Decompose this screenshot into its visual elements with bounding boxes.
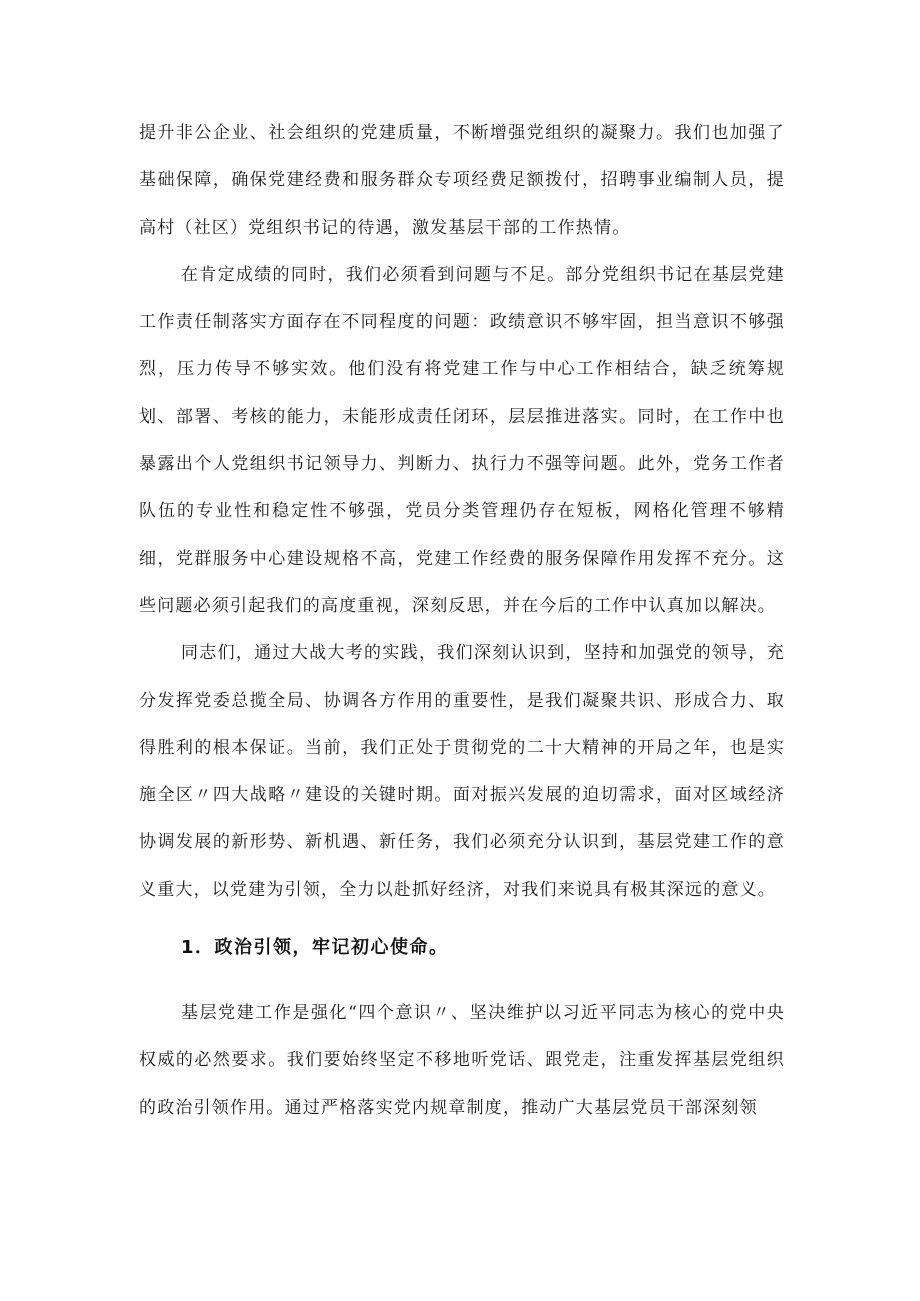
paragraph-political-leadership: 基层党建工作是强化“四个意识〃、坚决维护以习近平同志为核心的党中央权威的必然要求。我们要始终坚定不移地听党话、跟党走，注重发挥基层党组织的政治引领作用。通过严格落实党内规章制度，推动广大基层党员干部深刻领: [139, 1003, 785, 1118]
section-heading: 1．政治引领，牢记初心使命。: [181, 937, 449, 959]
paragraph-problems: 在肯定成绩的同时，我们必须看到问题与不足。部分党组织书记在基层党建工作责任制落实方面存在不同程度的问题：政绩意识不够牢固，担当意识不够强烈，压力传导不够实效。他们没有将党建工作与中心工作相结合，缺乏统筹规划、部署、考核的能力，未能形成责任闭环，层层推进落实。同时，在工作中也暴露出个人党组织书记领导力、判断力、执行力不强等问题。此外，党务工作者队伍的专业性和稳定性不够强，党员分类管理仍存在短板，网格化管理不够精细，党群服务中心建设规格不高，党建工作经费的服务保障作用发挥不充分。这些问题必须引起我们的高度重视，深刻反思，并在今后的工作中认真加以解决。: [139, 264, 785, 616]
paragraph-continuation: 提升非公企业、社会组织的党建质量，不断增强党组织的凝聚力。我们也加强了基础保障，确保党建经费和服务群众专项经费足额拨付，招聘事业编制人员，提高村（社区）党组织书记的待遇，激发基层干部的工作热情。: [139, 123, 785, 238]
document-body: [139, 110, 785, 1132]
paragraph-comrades: 同志们，通过大战大考的实践，我们深刻认识到，坚持和加强党的领导，充分发挥党委总揽全局、协调各方作用的重要性，是我们凝聚共识、形成合力、取得胜利的根本保证。当前，我们正处于贯彻党的二十大精神的开局之年，也是实施全区〃四大战略〃建设的关键时期。面对振兴发展的迫切需求，面对区域经济协调发展的新形势、新机遇、新任务，我们必须充分认识到，基层党建工作的意义重大，以党建为引领，全力以赴抓好经济，对我们来说具有极其深远的意义。: [139, 643, 785, 900]
